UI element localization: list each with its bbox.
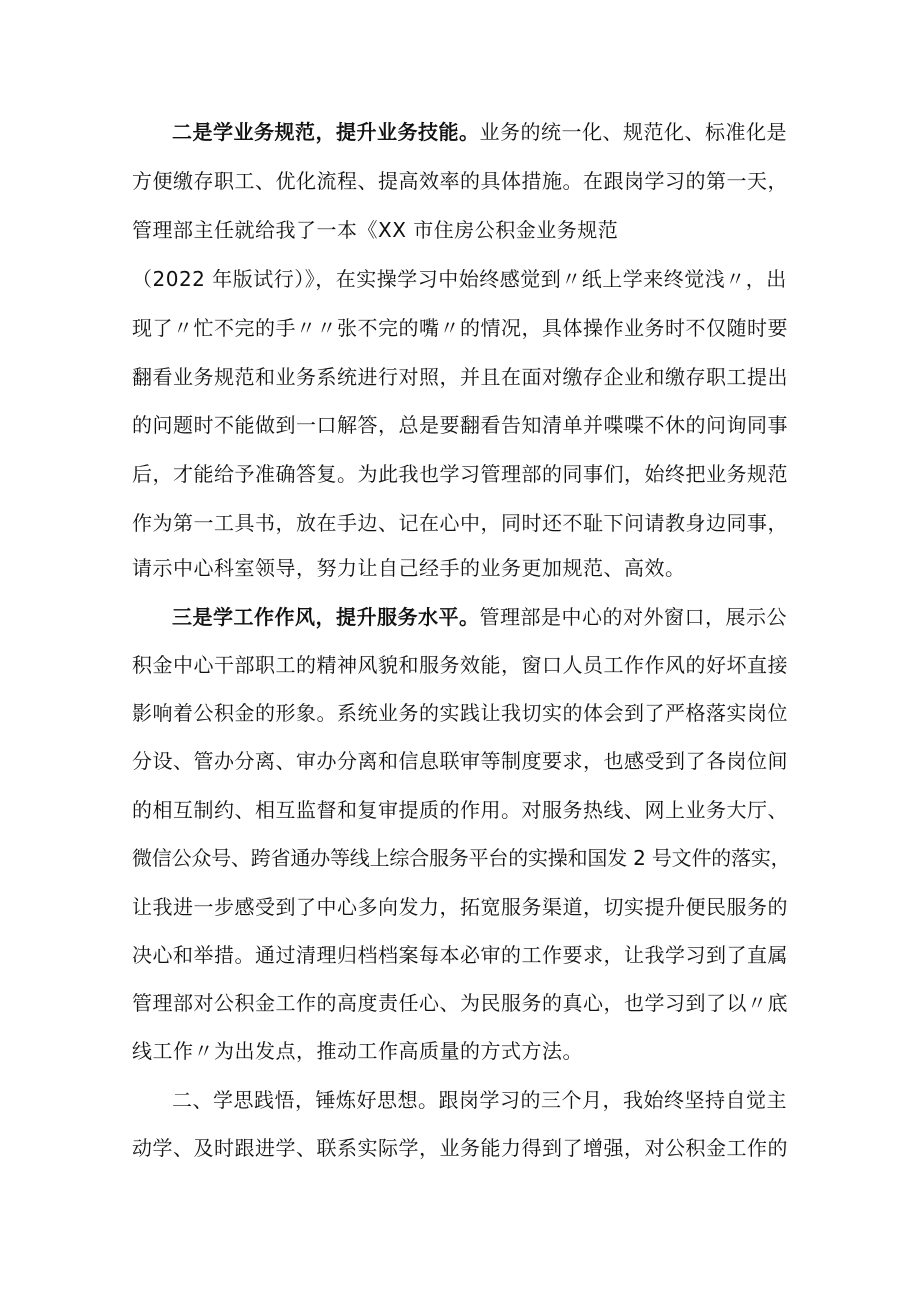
paragraph-2-line-9: 管理部对公积金工作的高度责任心、为民服务的真心，也学习到了以〃底 <box>132 991 788 1015</box>
paragraph-2-line-10: 线工作〃为出发点，推动工作高质量的方式方法。 <box>132 1039 583 1063</box>
paragraph-1-line-8: 后，才能给予准确答复。为此我也学习管理部的同事们，始终把业务规范 <box>132 462 788 486</box>
paragraph-2-line-3: 影响着公积金的形象。系统业务的实践让我切实的体会到了严格落实岗位 <box>132 701 788 725</box>
paragraph-2-line-4: 分设、管办分离、审办分离和信息联审等制度要求，也感受到了各岗位间 <box>132 749 788 773</box>
paragraph-2-line-1 <box>172 598 792 636</box>
paragraph-1-heading: 二是学业务规范，提升业务技能。 <box>172 120 480 144</box>
paragraph-1-line-6: 翻看业务规范和业务系统进行对照，并且在面对缴存企业和缴存职工提出 <box>132 365 788 389</box>
paragraph-1-line-10: 请示中心科室领导，努力让自己经手的业务更加规范、高效。 <box>132 556 686 580</box>
paragraph-1-line-3: 管理部主任就给我了一本《XX 市住房公积金业务规范 <box>132 218 619 242</box>
paragraph-2-line-2: 积金中心干部职工的精神风貌和服务效能，窗口人员工作作风的好坏直接 <box>132 653 788 677</box>
paragraph-1-line-1 <box>172 113 792 151</box>
paragraph-2-line-8: 决心和举措。通过清理归档档案每本必审的工作要求，让我学习到了直属 <box>132 943 788 967</box>
paragraph-2-line-1-text: 管理部是中心的对外窗口，展示公 <box>479 605 787 629</box>
paragraph-2-line-6: 微信公众号、跨省通办等线上综合服务平台的实操和国发 2 号文件的落实， <box>132 846 791 870</box>
paragraph-1-line-2: 方便缴存职工、优化流程、提高效率的具体措施。在跟岗学习的第一天， <box>132 169 788 193</box>
paragraph-2-line-5: 的相互制约、相互监督和复审提质的作用。对服务热线、网上业务大厅、 <box>132 798 788 822</box>
paragraph-3-line-2: 动学、及时跟进学、联系实际学，业务能力得到了增强，对公积金工作的 <box>132 1136 788 1160</box>
paragraph-2-heading: 三是学工作作风，提升服务水平。 <box>172 605 480 629</box>
paragraph-2-line-7: 让我进一步感受到了中心多向发力，拓宽服务渠道，切实提升便民服务的 <box>132 895 788 919</box>
paragraph-1-line-9: 作为第一工具书，放在手边、记在心中，同时还不耻下问请教身边同事， <box>132 511 788 535</box>
paragraph-1-line-4: （2022 年版试行）》，在实操学习中始终感觉到〃纸上学来终觉浅〃，出 <box>132 267 787 291</box>
paragraph-3-line-1: 二、学思践悟，锤炼好思想。跟岗学习的三个月，我始终坚持自觉主 <box>172 1088 787 1112</box>
paragraph-1-line-5: 现了〃忙不完的手〃〃张不完的嘴〃的情况，具体操作业务时不仅随时要 <box>132 316 788 340</box>
paragraph-1-line-1-text: 业务的统一化、规范化、标准化是 <box>479 120 787 144</box>
paragraph-1-line-7: 的问题时不能做到一口解答，总是要翻看告知清单并喋喋不休的问询同事 <box>132 413 788 437</box>
